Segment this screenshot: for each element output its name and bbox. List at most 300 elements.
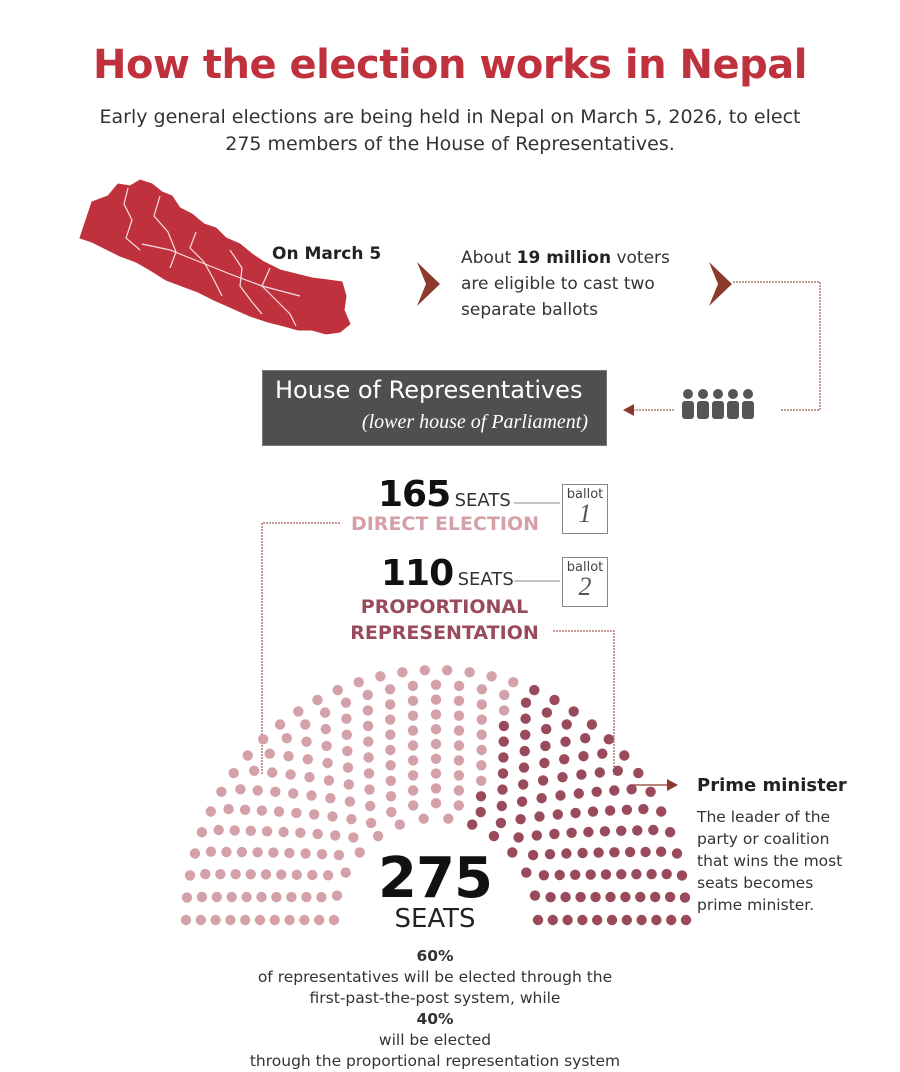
proportional-seat-dot	[520, 746, 530, 756]
proportional-seat-dot	[665, 892, 675, 902]
proportional-seat-dot	[595, 767, 605, 777]
proportional-seat-dot	[636, 915, 646, 925]
direct-seat-dot	[252, 847, 262, 857]
direct-seat-dot	[476, 745, 486, 755]
direct-seat-dot	[363, 752, 373, 762]
direct-seat-dot	[408, 755, 418, 765]
proportional-seat-dot	[533, 915, 543, 925]
direct-seat-dot	[334, 850, 344, 860]
footnote-text-2a: first-past-the-post system, while	[309, 989, 561, 1007]
proportional-seat-dot	[592, 915, 602, 925]
proportional-seat-dot	[542, 707, 552, 717]
proportional-seat-dot	[587, 719, 597, 729]
proportional-seat-dot	[539, 870, 549, 880]
proportional-seat-dot	[648, 825, 658, 835]
direct-seat-dot	[324, 775, 334, 785]
direct-seat-dot	[265, 749, 275, 759]
voters-line-1-post: voters	[611, 248, 670, 268]
direct-seat-dot	[246, 826, 256, 836]
proportional-seat-dot	[560, 892, 570, 902]
direct-seat-dot	[332, 890, 342, 900]
direct-seat-dot	[385, 730, 395, 740]
direct-seat-dot	[343, 762, 353, 772]
direct-seat-dot	[385, 699, 395, 709]
direct-seat-dot	[333, 685, 343, 695]
proportional-seat-dot	[513, 832, 523, 842]
footnote-pct-40: 40%	[416, 1010, 454, 1028]
direct-seat-dot	[454, 681, 464, 691]
proportional-seat-dot	[626, 784, 636, 794]
proportional-seat-dot	[562, 915, 572, 925]
proportional-seat-dot	[499, 721, 509, 731]
direct-seat-dot	[341, 714, 351, 724]
proportional-seat-dot	[605, 892, 615, 902]
proportional-seat-dot	[580, 733, 590, 743]
direct-seat-dot	[408, 785, 418, 795]
proportional-label-line-2: REPRESENTATION	[350, 622, 539, 644]
direct-seat-dot	[196, 915, 206, 925]
proportional-seat-dot	[620, 892, 630, 902]
direct-seat-dot	[182, 892, 192, 902]
voters-info	[461, 245, 721, 323]
proportional-seat-dot	[578, 751, 588, 761]
direct-seat-dot	[230, 825, 240, 835]
proportional-seat-dot	[536, 793, 546, 803]
direct-seat-dot	[454, 770, 464, 780]
proportional-seat-dot	[545, 849, 555, 859]
proportional-seat-dot	[489, 831, 499, 841]
total-seats-number: 275	[378, 846, 492, 911]
direct-seat-dot	[282, 733, 292, 743]
direct-seat-dot	[206, 806, 216, 816]
direct-seat-dot	[293, 706, 303, 716]
direct-seat-dot	[221, 847, 231, 857]
direct-seat-dot	[197, 892, 207, 902]
direct-seat-dot	[386, 776, 396, 786]
direct-seat-dot	[197, 827, 207, 837]
proportional-seat-dot	[677, 870, 687, 880]
proportional-seat-dot	[497, 784, 507, 794]
page-title: How the election works in Nepal	[93, 42, 807, 88]
direct-seat-dot	[322, 758, 332, 768]
proportional-seat-dot	[517, 796, 527, 806]
direct-seat-dot	[363, 705, 373, 715]
direct-seat-dot	[385, 684, 395, 694]
proportional-seat-dot	[574, 788, 584, 798]
proportional-seat-dot	[638, 804, 648, 814]
direct-seat-dot	[431, 754, 441, 764]
proportional-seat-dot	[646, 869, 656, 879]
direct-seat-dot	[346, 814, 356, 824]
direct-election-connector	[262, 523, 340, 775]
proportional-seat-dot	[540, 741, 550, 751]
proportional-seat-dot	[499, 736, 509, 746]
direct-seat-dot	[363, 690, 373, 700]
direct-seat-dot	[275, 719, 285, 729]
direct-seat-dot	[373, 831, 383, 841]
direct-seat-dot	[431, 798, 441, 808]
proportional-seat-dot	[496, 818, 506, 828]
arrow-left-icon	[623, 404, 634, 416]
direct-seat-dot	[223, 804, 233, 814]
ballot-2-number: 2	[578, 572, 592, 601]
direct-seat-dot	[300, 848, 310, 858]
direct-seat-dot	[253, 785, 263, 795]
proportional-seat-dot	[541, 724, 551, 734]
footnote-pct-60: 60%	[416, 947, 454, 965]
direct-seat-dot	[454, 711, 464, 721]
voters-count-highlight: 19 million	[516, 248, 612, 268]
ballot-2-box	[562, 557, 608, 607]
direct-seat-dot	[431, 694, 441, 704]
people-group-icon	[682, 389, 754, 419]
direct-seat-dot	[395, 819, 405, 829]
direct-seat-dot	[300, 719, 310, 729]
proportional-seat-dot	[577, 915, 587, 925]
proportional-seat-dot	[656, 847, 666, 857]
direct-seat-dot	[476, 760, 486, 770]
proportional-seat-dot	[467, 819, 477, 829]
proportional-seat-dot	[656, 806, 666, 816]
direct-election-label: DIRECT ELECTION	[350, 513, 540, 535]
voters-line-3: separate ballots	[461, 300, 599, 320]
proportional-seat-dot	[518, 779, 528, 789]
direct-seat-dot	[309, 809, 319, 819]
direct-seat-dot	[354, 677, 364, 687]
direct-seat-dot	[286, 892, 296, 902]
proportional-seat-dot	[616, 826, 626, 836]
direct-seat-dot	[327, 811, 337, 821]
direct-seat-dot	[237, 847, 247, 857]
direct-seat-dot	[341, 698, 351, 708]
proportional-seat-dot	[538, 775, 548, 785]
direct-seat-dot	[268, 847, 278, 857]
direct-seat-dot	[214, 825, 224, 835]
proportional-seat-dot	[575, 892, 585, 902]
direct-seat-dot	[185, 870, 195, 880]
direct-seat-dot	[317, 849, 327, 859]
proportional-seat-dot	[476, 791, 486, 801]
direct-seat-dot	[270, 915, 280, 925]
direct-seat-dot	[454, 696, 464, 706]
proportional-seat-dot	[528, 850, 538, 860]
direct-seat-dot	[200, 869, 210, 879]
proportional-seat-dot	[605, 805, 615, 815]
direct-seat-dot	[408, 725, 418, 735]
direct-seat-dot	[408, 711, 418, 721]
proportional-seat-dot	[622, 805, 632, 815]
direct-seat-dot	[385, 760, 395, 770]
direct-seat-dot	[258, 734, 268, 744]
direct-seat-dot	[267, 767, 277, 777]
proportional-seat-dot	[577, 848, 587, 858]
direct-seat-dot	[365, 801, 375, 811]
direct-seat-dot	[477, 684, 487, 694]
direct-seat-dot	[408, 770, 418, 780]
direct-seat-dot	[256, 892, 266, 902]
direct-seat-dot	[285, 769, 295, 779]
pm-line-5: prime minister.	[697, 896, 815, 914]
footnote	[195, 946, 675, 1072]
direct-seat-dot	[312, 829, 322, 839]
direct-seat-dot	[342, 730, 352, 740]
direct-seats-number: 165	[378, 474, 451, 515]
direct-seat-dot	[364, 768, 374, 778]
direct-seat-dot	[431, 768, 441, 778]
proportional-seat-dot	[562, 719, 572, 729]
ballot-2-word: ballot	[566, 560, 604, 575]
pm-line-3: that wins the most	[697, 852, 843, 870]
direct-seat-dot	[235, 784, 245, 794]
direct-seat-dot	[420, 665, 430, 675]
direct-seat-dot	[243, 750, 253, 760]
direct-seat-dot	[408, 740, 418, 750]
arrow-right-icon	[667, 779, 678, 791]
proportional-seat-dot	[507, 847, 517, 857]
prime-minister-description	[697, 806, 877, 916]
direct-seat-dot	[325, 793, 335, 803]
proportional-seat-dot	[601, 869, 611, 879]
proportional-seat-dot	[597, 749, 607, 759]
direct-seat-dot	[307, 870, 317, 880]
pm-line-4: seats becomes	[697, 874, 814, 892]
proportional-seat-dot	[545, 892, 555, 902]
direct-seat-dot	[225, 915, 235, 925]
direct-seat-dot	[431, 680, 441, 690]
direct-seat-dot	[316, 892, 326, 902]
proportional-seat-dot	[553, 809, 563, 819]
direct-seat-dot	[341, 867, 351, 877]
proportional-seat-dot	[590, 892, 600, 902]
proportional-seat-dot	[555, 870, 565, 880]
ballot-1-word: ballot	[566, 487, 604, 502]
subtitle-line-2: 275 members of the House of Representatives.	[225, 133, 675, 155]
direct-seat-dot	[342, 746, 352, 756]
direct-seat-dot	[397, 667, 407, 677]
direct-seat-dot	[301, 892, 311, 902]
election-date-label: On March 5	[272, 244, 382, 264]
proportional-seat-dot	[559, 754, 569, 764]
direct-seat-dot	[386, 807, 396, 817]
direct-seat-dot	[274, 806, 284, 816]
direct-seat-dot	[321, 724, 331, 734]
direct-seat-dot	[246, 869, 256, 879]
proportional-seat-dot	[622, 915, 632, 925]
direct-seat-dot	[257, 805, 267, 815]
direct-seat-dot	[454, 755, 464, 765]
direct-seat-dot	[241, 892, 251, 902]
proportional-seat-dot	[476, 807, 486, 817]
direct-seat-dot	[385, 714, 395, 724]
direct-seat-dot	[330, 830, 340, 840]
direct-seat-dot	[288, 788, 298, 798]
direct-seat-dot	[477, 714, 487, 724]
proportional-seat-dot	[681, 915, 691, 925]
proportional-seat-dot	[593, 847, 603, 857]
proportional-seat-dot	[515, 814, 525, 824]
proportional-seat-dot	[569, 706, 579, 716]
direct-seat-dot	[442, 665, 452, 675]
footnote-text-1: of representatives will be elected through the	[257, 968, 613, 986]
direct-seat-dot	[292, 870, 302, 880]
direct-seat-dot	[419, 814, 429, 824]
subtitle-line-1: Early general elections are being held in Nepal on March 5, 2026, to elect	[99, 106, 801, 128]
direct-seat-dot	[276, 869, 286, 879]
proportional-seat-dot	[588, 806, 598, 816]
proportional-seat-dot	[609, 847, 619, 857]
proportional-seat-dot	[583, 827, 593, 837]
proportional-seat-dot	[672, 848, 682, 858]
direct-seat-dot	[431, 724, 441, 734]
proportional-seat-dot	[566, 828, 576, 838]
direct-seat-dot	[301, 737, 311, 747]
direct-seat-dot	[486, 671, 496, 681]
direct-seat-dot	[454, 800, 464, 810]
direct-seat-dot	[454, 785, 464, 795]
direct-seat-dot	[295, 828, 305, 838]
direct-seat-dot	[454, 725, 464, 735]
direct-seat-dot	[431, 709, 441, 719]
direct-seat-dot	[303, 754, 313, 764]
proportional-seat-dot	[600, 826, 610, 836]
direct-seat-dot	[408, 696, 418, 706]
proportional-seat-dot	[592, 787, 602, 797]
direct-seat-dot	[386, 791, 396, 801]
proportional-seat-dot	[520, 714, 530, 724]
proportional-seat-dot	[640, 847, 650, 857]
ballot-1-box	[562, 484, 608, 534]
direct-seat-dot	[249, 766, 259, 776]
direct-seat-dot	[321, 741, 331, 751]
direct-seat-dot	[283, 751, 293, 761]
direct-seat-dot	[431, 783, 441, 793]
direct-seat-dot	[375, 671, 385, 681]
proportional-seats-word: SEATS	[457, 569, 514, 590]
direct-seat-dot	[284, 848, 294, 858]
footnote-line-2	[195, 988, 675, 1051]
direct-seat-dot	[312, 695, 322, 705]
proportional-seat-dot	[651, 915, 661, 925]
direct-seat-dot	[190, 848, 200, 858]
proportional-seat-dot	[625, 847, 635, 857]
proportional-seat-dot	[586, 869, 596, 879]
proportional-seat-dot	[645, 787, 655, 797]
direct-seat-dot	[206, 847, 216, 857]
house-subtitle: (lower house of Parliament)	[361, 411, 588, 433]
direct-seat-dot	[348, 832, 358, 842]
proportional-seat-dot	[616, 869, 626, 879]
proportional-seat-dot	[662, 869, 672, 879]
proportional-seat-dot	[633, 768, 643, 778]
direct-seat-dot	[314, 915, 324, 925]
chevron-right-icon	[417, 262, 440, 306]
proportional-seat-dot	[549, 829, 559, 839]
direct-seat-dot	[255, 915, 265, 925]
direct-seat-dot	[227, 892, 237, 902]
direct-seat-dot	[477, 730, 487, 740]
direct-seat-dot	[508, 677, 518, 687]
direct-seat-dot	[230, 869, 240, 879]
pm-line-2: party or coalition	[697, 830, 830, 848]
direct-seat-dot	[499, 705, 509, 715]
prime-minister-title: Prime minister	[697, 775, 847, 796]
direct-seat-dot	[323, 870, 333, 880]
footnote-text-2b: will be elected	[378, 1031, 492, 1049]
proportional-seat-dot	[561, 848, 571, 858]
proportional-seat-dot	[619, 750, 629, 760]
proportional-seat-dot	[539, 758, 549, 768]
proportional-seat-dot	[498, 752, 508, 762]
proportional-seat-dot	[548, 915, 558, 925]
direct-seat-dot	[385, 745, 395, 755]
pm-line-1: The leader of the	[697, 808, 831, 826]
proportional-seat-dot	[665, 827, 675, 837]
direct-seat-dot	[344, 779, 354, 789]
direct-seat-dot	[464, 667, 474, 677]
proportional-seat-dot	[560, 737, 570, 747]
direct-seat-dot	[499, 690, 509, 700]
direct-seat-dot	[408, 681, 418, 691]
proportional-seat-dot	[607, 915, 617, 925]
direct-seat-dot	[329, 915, 339, 925]
direct-seat-dot	[408, 800, 418, 810]
proportional-seat-dot	[570, 808, 580, 818]
proportional-seat-dot	[680, 892, 690, 902]
direct-seat-dot	[284, 915, 294, 925]
proportional-seat-dot	[521, 698, 531, 708]
ballot-1-number: 1	[578, 499, 592, 528]
proportional-seat-dot	[609, 785, 619, 795]
direct-seat-dot	[271, 892, 281, 902]
proportional-seat-dot	[570, 870, 580, 880]
direct-seat-dot	[363, 721, 373, 731]
house-title: House of Representatives	[275, 376, 583, 404]
direct-seats-word: SEATS	[454, 490, 511, 511]
direct-seat-dot	[454, 740, 464, 750]
direct-seat-dot	[345, 796, 355, 806]
proportional-seat-dot	[555, 790, 565, 800]
direct-seat-dot	[366, 818, 376, 828]
direct-seat-dot	[355, 847, 365, 857]
voters-line-2: are eligible to cast two	[461, 274, 655, 294]
proportional-seat-dot	[529, 685, 539, 695]
direct-seat-dot	[210, 915, 220, 925]
proportional-seat-dot	[532, 830, 542, 840]
total-seats-word: SEATS	[394, 904, 476, 934]
direct-seat-dot	[240, 805, 250, 815]
proportional-seat-dot	[666, 915, 676, 925]
proportional-seat-dot	[497, 801, 507, 811]
proportional-seat-dot	[519, 762, 529, 772]
proportional-seat-dot	[521, 867, 531, 877]
direct-seat-dot	[262, 826, 272, 836]
proportional-seat-dot	[631, 869, 641, 879]
proportional-seats-number: 110	[381, 553, 454, 594]
direct-seat-dot	[291, 808, 301, 818]
direct-seat-dot	[476, 776, 486, 786]
proportional-seat-dot	[635, 892, 645, 902]
direct-seat-count	[378, 474, 511, 515]
proportional-seat-dot	[632, 825, 642, 835]
direct-seat-dot	[215, 869, 225, 879]
proportional-seat-count	[381, 553, 514, 594]
direct-seat-dot	[304, 772, 314, 782]
direct-seat-dot	[216, 787, 226, 797]
direct-seat-dot	[363, 736, 373, 746]
direct-seat-dot	[299, 915, 309, 925]
proportional-seat-dot	[613, 766, 623, 776]
proportional-seat-dot	[534, 811, 544, 821]
